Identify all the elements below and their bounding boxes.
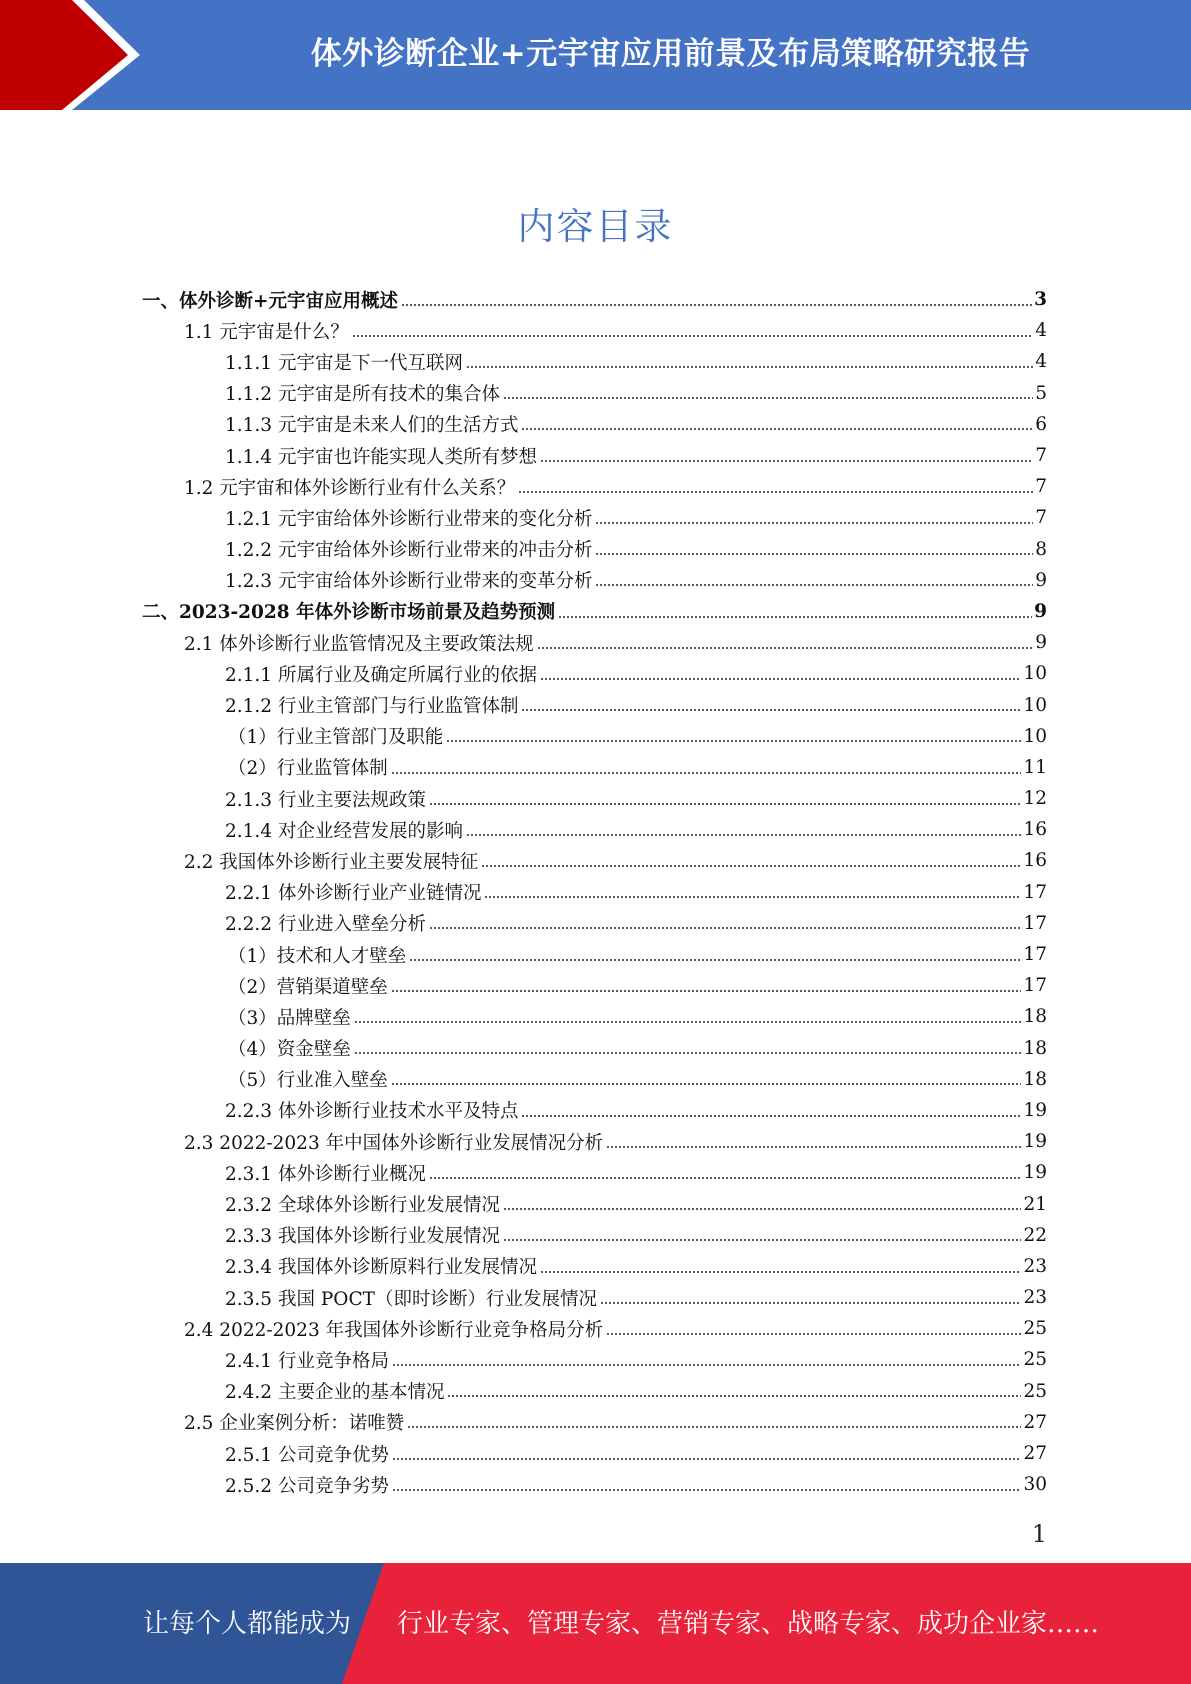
toc-entry[interactable]	[0, 627, 1191, 658]
toc-entry[interactable]	[0, 1251, 1191, 1282]
toc-leader-dots	[540, 1269, 1021, 1274]
toc-entry-page: 17	[1023, 881, 1047, 903]
toc-leader-dots	[537, 645, 1033, 650]
toc-entry-label: 1.1.2 元宇宙是所有技术的集合体	[225, 384, 500, 406]
toc-entry-label: 2.4.2 主要企业的基本情况	[225, 1382, 445, 1404]
toc-leader-dots	[600, 1300, 1022, 1305]
toc-entry-page: 21	[1023, 1193, 1047, 1215]
toc-entry-page: 17	[1023, 975, 1047, 997]
toc-entry-label: 1.2.2 元宇宙给体外诊断行业带来的冲击分析	[225, 540, 593, 562]
toc-entry[interactable]	[0, 658, 1191, 689]
toc-leader-dots	[540, 458, 1033, 463]
toc-entry-label: （5）行业准入壁垒	[228, 1070, 388, 1092]
toc-entry-label: （1）行业主管部门及职能	[228, 727, 444, 749]
toc-leader-dots	[391, 770, 1022, 775]
toc-entry[interactable]	[0, 845, 1191, 876]
toc-entry-page: 8	[1035, 538, 1047, 560]
toc-leader-dots	[521, 1113, 1021, 1118]
toc-entry[interactable]	[0, 1126, 1191, 1157]
toc-leader-dots	[429, 1175, 1021, 1180]
toc-entry-page: 25	[1023, 1349, 1047, 1371]
toc-entry[interactable]	[0, 1469, 1191, 1500]
toc-entry-page: 27	[1023, 1411, 1047, 1433]
toc-entry-label: 1.1.4 元宇宙也许能实现人类所有梦想	[225, 446, 537, 468]
toc-entry-label: （2）营销渠道壁垒	[228, 976, 388, 998]
toc-leader-dots	[447, 1394, 1021, 1399]
toc-entry-page: 3	[1034, 289, 1047, 311]
footer-slogan-left: 让每个人都能成为	[143, 1609, 352, 1639]
toc-entry-page: 18	[1023, 1068, 1047, 1090]
toc-entry-page: 17	[1023, 944, 1047, 966]
toc-entry[interactable]	[0, 534, 1191, 565]
toc-entry-page: 4	[1035, 320, 1047, 342]
toc-entry-page: 30	[1023, 1474, 1047, 1496]
page-footer	[0, 1563, 1191, 1684]
toc-entry-label: 1.1.1 元宇宙是下一代互联网	[225, 352, 463, 374]
toc-entry-label: （1）技术和人才壁垒	[228, 945, 407, 967]
toc-entry-page: 18	[1023, 1006, 1047, 1028]
toc-entry-page: 16	[1023, 850, 1047, 872]
toc-entry-label: 二、2023-2028 年体外诊断市场前景及趋势预测	[142, 602, 556, 624]
toc-entry-page: 27	[1023, 1443, 1047, 1465]
toc-entry-label: 2.1.3 行业主要法规政策	[225, 789, 426, 811]
toc-entry-label: （2）行业监管体制	[228, 758, 388, 780]
toc-entry[interactable]	[0, 689, 1191, 720]
toc-entry[interactable]	[0, 1282, 1191, 1313]
table-of-contents	[0, 284, 1191, 1500]
toc-entry-label: 1.2 元宇宙和体外诊断行业有什么关系？	[184, 477, 516, 499]
toc-leader-dots	[392, 1456, 1021, 1461]
toc-leader-dots	[595, 583, 1033, 588]
toc-entry-label: 2.3.3 我国体外诊断行业发展情况	[225, 1226, 500, 1248]
toc-entry-page: 19	[1023, 1162, 1047, 1184]
toc-entry-page: 10	[1023, 663, 1047, 685]
toc-entry[interactable]	[0, 908, 1191, 939]
toc-entry-page: 5	[1035, 382, 1047, 404]
toc-entry[interactable]	[0, 1344, 1191, 1375]
toc-entry[interactable]	[0, 1313, 1191, 1344]
toc-entry-label: （4）资金壁垒	[228, 1039, 351, 1061]
toc-entry-label: 2.3.5 我国 POCT（即时诊断）行业发展情况	[225, 1288, 597, 1310]
toc-entry-page: 9	[1035, 632, 1047, 654]
toc-entry-page: 12	[1023, 788, 1047, 810]
toc-leader-dots	[466, 832, 1021, 837]
toc-entry-page: 16	[1023, 819, 1047, 841]
report-title: 体外诊断企业+元宇宙应用前景及布局策略研究报告	[310, 35, 1031, 72]
toc-entry[interactable]	[0, 440, 1191, 471]
toc-entry[interactable]	[0, 565, 1191, 596]
toc-leader-dots	[407, 1425, 1021, 1430]
toc-entry-label: 2.1 体外诊断行业监管情况及主要政策法规	[184, 633, 534, 655]
toc-entry[interactable]	[0, 721, 1191, 752]
toc-entry-page: 7	[1035, 445, 1047, 467]
toc-entry-label: 2.5.1 公司竞争优势	[225, 1444, 389, 1466]
toc-leader-dots	[521, 427, 1033, 432]
toc-entry[interactable]	[0, 596, 1191, 627]
toc-leader-dots	[558, 614, 1032, 619]
toc-entry[interactable]	[0, 502, 1191, 533]
toc-heading: 内容目录	[517, 205, 674, 248]
toc-entry[interactable]	[0, 409, 1191, 440]
toc-leader-dots	[481, 864, 1021, 869]
toc-entry-label: 2.3.1 体外诊断行业概况	[225, 1163, 426, 1185]
toc-entry-label: 1.2.1 元宇宙给体外诊断行业带来的变化分析	[225, 508, 593, 530]
toc-entry[interactable]	[0, 752, 1191, 783]
toc-entry[interactable]	[0, 1438, 1191, 1469]
toc-entry-label: 2.1.2 行业主管部门与行业监管体制	[225, 696, 519, 718]
toc-entry[interactable]	[0, 783, 1191, 814]
toc-entry-label: 2.1.4 对企业经营发展的影响	[225, 820, 463, 842]
toc-entry-page: 22	[1023, 1224, 1047, 1246]
toc-entry[interactable]	[0, 814, 1191, 845]
toc-leader-dots	[391, 988, 1022, 993]
page-number: 1	[1031, 1520, 1047, 1548]
toc-entry-page: 10	[1023, 725, 1047, 747]
toc-leader-dots	[606, 1144, 1021, 1149]
toc-entry-page: 7	[1035, 476, 1047, 498]
toc-entry-label: 2.5 企业案例分析：诺唯赞	[184, 1413, 405, 1435]
toc-leader-dots	[429, 926, 1021, 931]
toc-entry-page: 19	[1023, 1131, 1047, 1153]
toc-leader-dots	[521, 708, 1021, 713]
toc-leader-dots	[595, 521, 1033, 526]
toc-leader-dots	[518, 489, 1033, 494]
toc-entry[interactable]	[0, 315, 1191, 346]
toc-leader-dots	[354, 1020, 1022, 1025]
toc-entry-page: 25	[1023, 1380, 1047, 1402]
toc-entry-label: 2.3.4 我国体外诊断原料行业发展情况	[225, 1257, 537, 1279]
toc-entry[interactable]	[0, 1376, 1191, 1407]
toc-entry[interactable]	[0, 1157, 1191, 1188]
toc-entry-label: 2.3.2 全球体外诊断行业发展情况	[225, 1195, 500, 1217]
toc-leader-dots	[446, 739, 1021, 744]
toc-entry-label: 2.2.3 体外诊断行业技术水平及特点	[225, 1101, 519, 1123]
toc-entry-page: 19	[1023, 1099, 1047, 1121]
toc-leader-dots	[354, 1051, 1022, 1056]
page-header	[0, 0, 1191, 110]
toc-entry[interactable]	[0, 1033, 1191, 1064]
toc-leader-dots	[503, 396, 1033, 401]
toc-entry[interactable]	[0, 1188, 1191, 1219]
toc-entry-page: 17	[1023, 912, 1047, 934]
toc-entry[interactable]	[0, 471, 1191, 502]
toc-entry-page: 10	[1023, 694, 1047, 716]
toc-entry-page: 4	[1035, 351, 1047, 373]
toc-entry-label: 一、体外诊断+元宇宙应用概述	[142, 290, 399, 312]
toc-entry[interactable]	[0, 1001, 1191, 1032]
toc-leader-dots	[466, 365, 1033, 370]
toc-entry[interactable]	[0, 1095, 1191, 1126]
toc-entry-label: 2.3 2022-2023 年中国体外诊断行业发展情况分析	[184, 1132, 604, 1154]
toc-entry-page: 9	[1035, 569, 1047, 591]
toc-leader-dots	[409, 957, 1021, 962]
toc-entry-page: 18	[1023, 1037, 1047, 1059]
toc-entry-page: 23	[1023, 1255, 1047, 1277]
toc-entry-label: 2.4 2022-2023 年我国体外诊断行业竞争格局分析	[184, 1319, 604, 1341]
toc-entry-page: 7	[1035, 507, 1047, 529]
toc-entry[interactable]	[0, 877, 1191, 908]
toc-leader-dots	[595, 552, 1033, 557]
toc-leader-dots	[391, 1082, 1022, 1087]
toc-entry[interactable]	[0, 970, 1191, 1001]
toc-entry-page: 11	[1023, 756, 1047, 778]
toc-entry-page: 6	[1035, 413, 1047, 435]
toc-entry-page: 23	[1023, 1287, 1047, 1309]
toc-entry-label: 2.2.1 体外诊断行业产业链情况	[225, 883, 482, 905]
toc-entry-label: 1.2.3 元宇宙给体外诊断行业带来的变革分析	[225, 571, 593, 593]
toc-entry-page: 9	[1034, 600, 1047, 622]
footer-slogan-right: 行业专家、管理专家、营销专家、战略专家、成功企业家……	[397, 1609, 1100, 1639]
toc-leader-dots	[484, 895, 1021, 900]
toc-entry-label: 1.1.3 元宇宙是未来人们的生活方式	[225, 415, 519, 437]
toc-entry-page: 25	[1023, 1318, 1047, 1340]
toc-leader-dots	[606, 1331, 1021, 1336]
toc-leader-dots	[540, 676, 1021, 681]
toc-entry[interactable]	[0, 378, 1191, 409]
toc-leader-dots	[352, 333, 1033, 338]
toc-entry-label: 2.2.2 行业进入壁垒分析	[225, 914, 426, 936]
toc-leader-dots	[392, 1363, 1021, 1368]
toc-entry[interactable]	[0, 1407, 1191, 1438]
toc-entry-label: 2.4.1 行业竞争格局	[225, 1350, 389, 1372]
toc-entry[interactable]	[0, 346, 1191, 377]
toc-entry[interactable]	[0, 939, 1191, 970]
toc-entry-label: （3）品牌壁垒	[228, 1007, 351, 1029]
toc-leader-dots	[401, 302, 1032, 307]
toc-leader-dots	[503, 1207, 1021, 1212]
toc-entry-label: 2.2 我国体外诊断行业主要发展特征	[184, 851, 479, 873]
toc-leader-dots	[503, 1238, 1021, 1243]
toc-leader-dots	[429, 801, 1021, 806]
toc-entry-label: 1.1 元宇宙是什么？	[184, 321, 349, 343]
toc-entry[interactable]	[0, 1220, 1191, 1251]
toc-leader-dots	[392, 1487, 1021, 1492]
toc-entry[interactable]	[0, 284, 1191, 315]
toc-entry-label: 2.5.2 公司竞争劣势	[225, 1475, 389, 1497]
toc-entry-label: 2.1.1 所属行业及确定所属行业的依据	[225, 664, 537, 686]
toc-entry[interactable]	[0, 1064, 1191, 1095]
